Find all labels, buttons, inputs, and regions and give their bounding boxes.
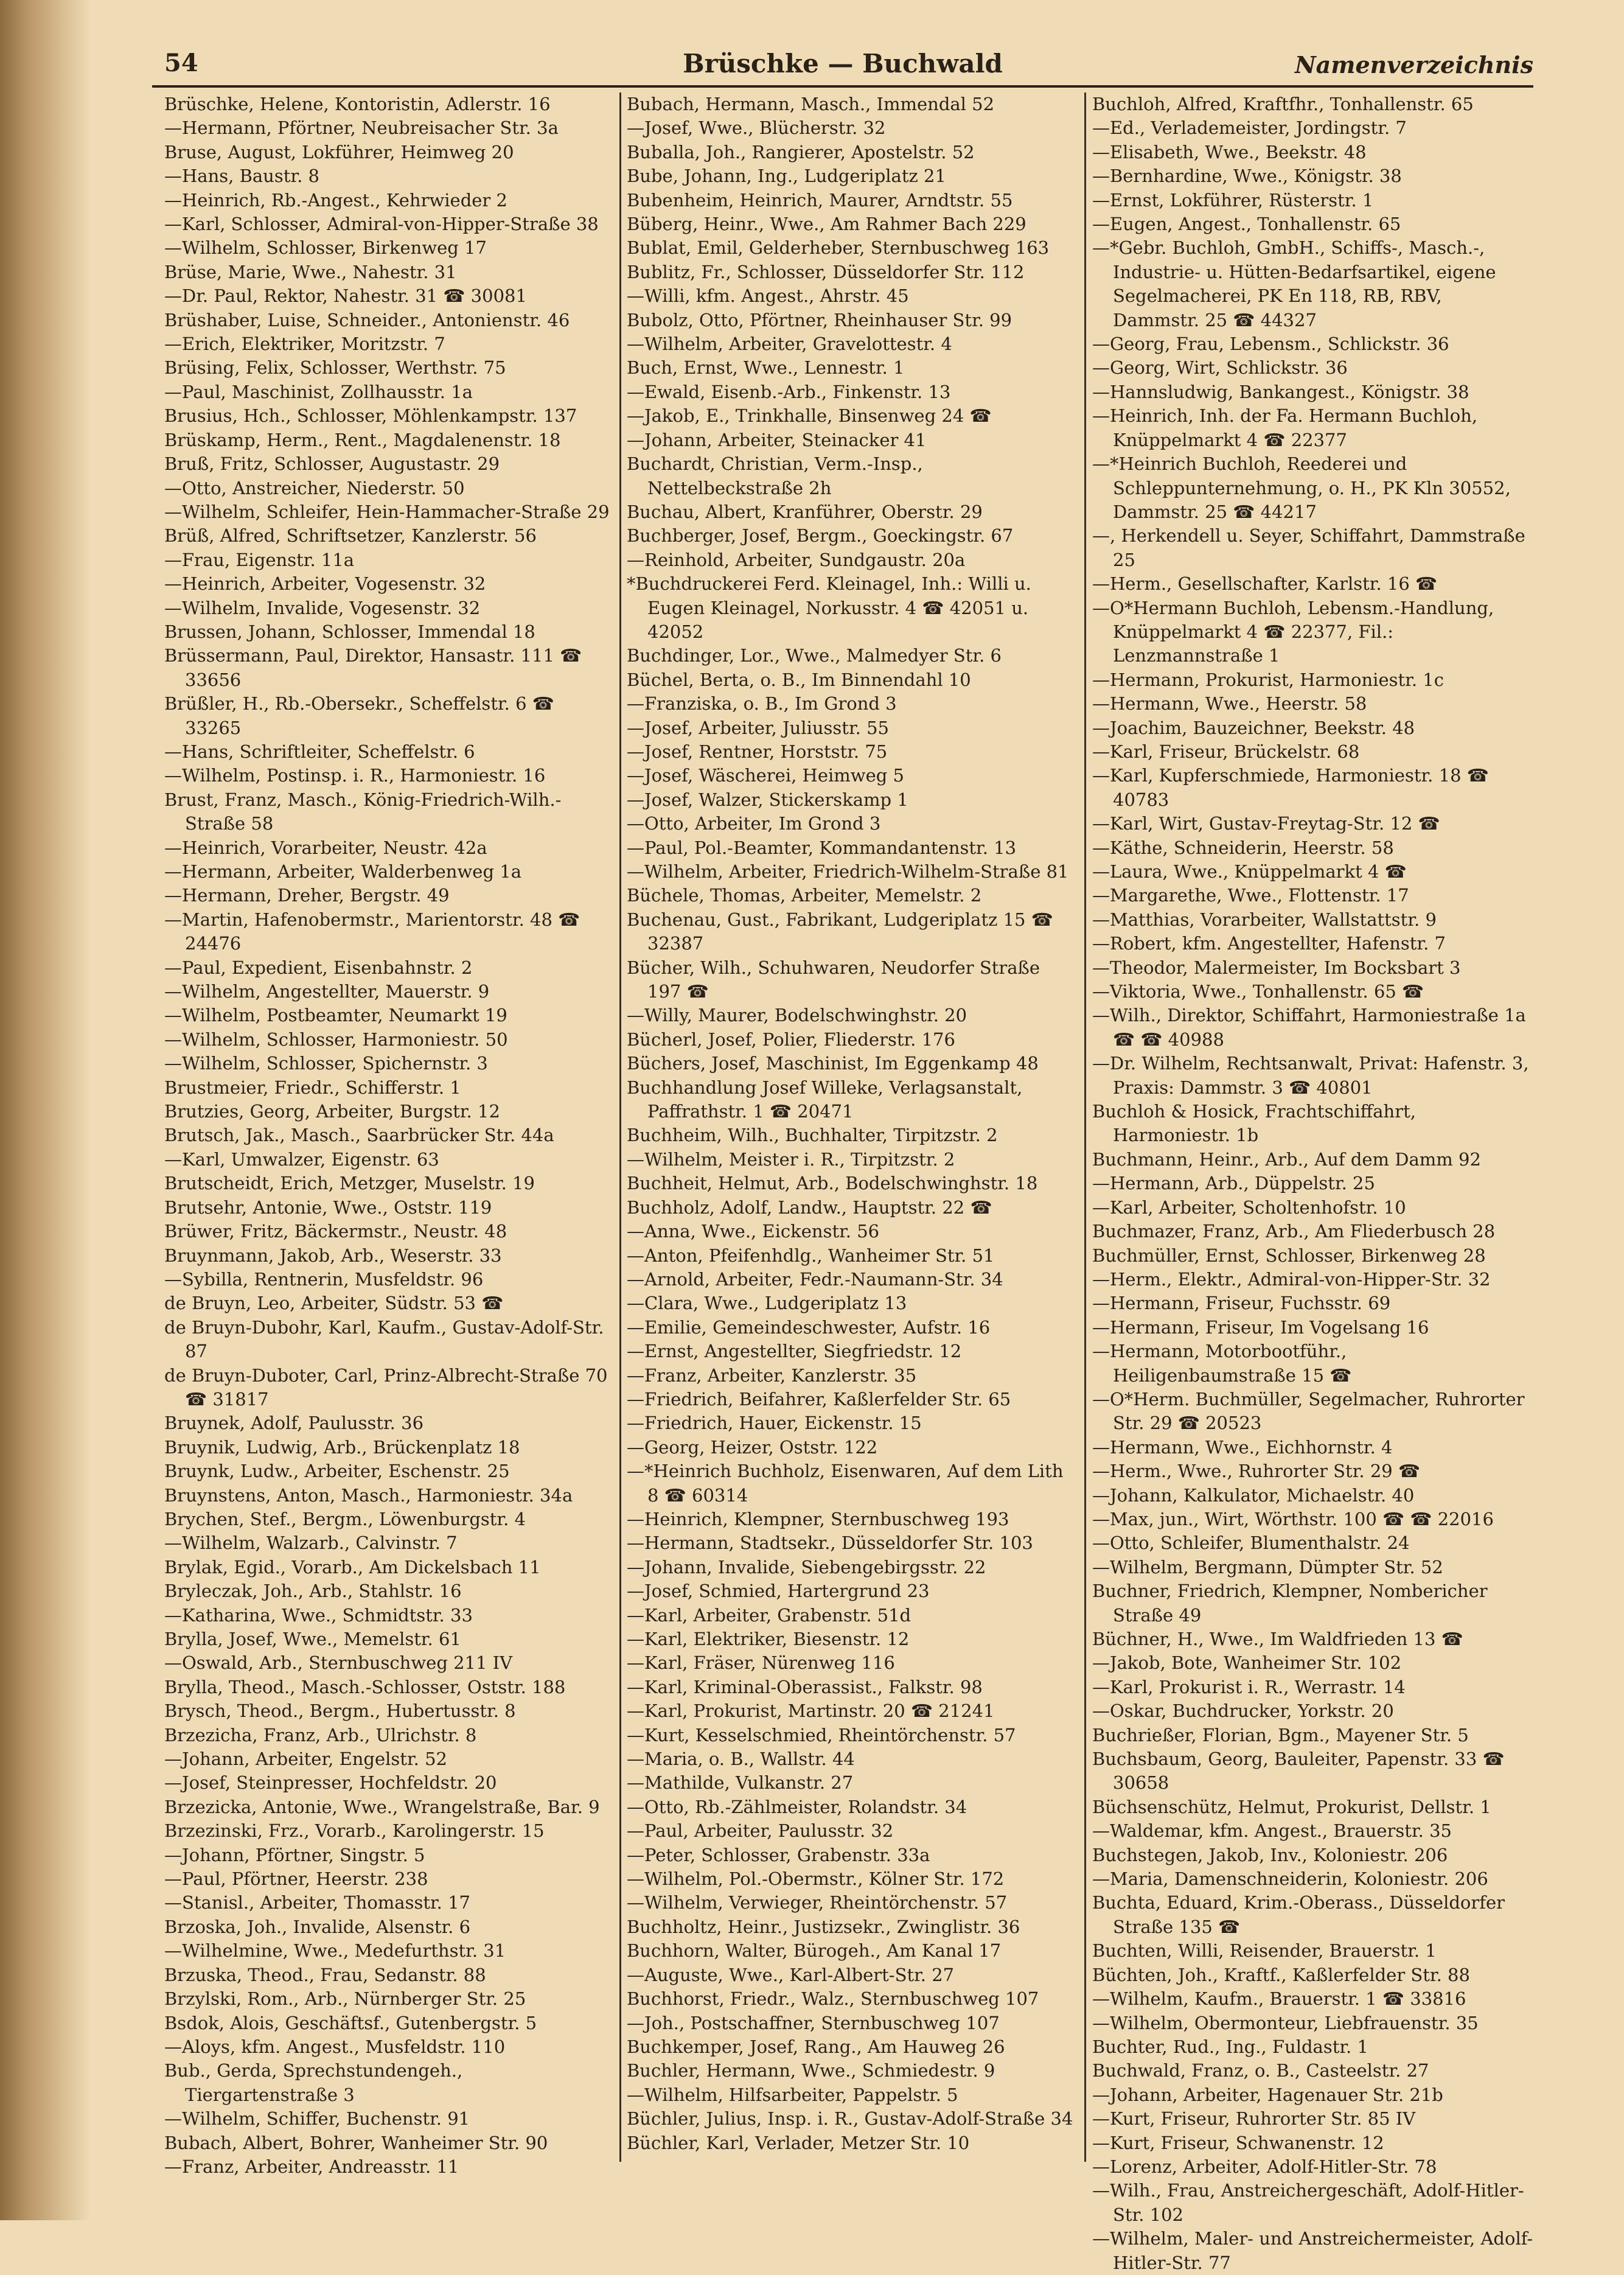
directory-entry: —Friedrich, Hauer, Eickenstr. 15 — [627, 1413, 922, 1434]
directory-entry: Buchenau, Gust., Fabrikant, Ludgeriplatz 15 ☎ 32387 — [627, 909, 1053, 954]
directory-entry: —O*Herm. Buchmüller, Segelmacher, Ruhrorter Str. 29 ☎ 20523 — [1092, 1388, 1525, 1434]
directory-entry: —Dr. Wilhelm, Rechtsanwalt, Privat: Hafenstr. 3, Praxis: Dammstr. 3 ☎ 40801 — [1092, 1053, 1529, 1098]
directory-entry: —Wilhelm, Walzarb., Calvinstr. 7 — [164, 1532, 458, 1554]
directory-entry: Bsdok, Alois, Geschäftsf., Gutenbergstr. 5 — [164, 2012, 537, 2033]
directory-entry: —Paul, Pol.-Beamter, Kommandantenstr. 13 — [627, 837, 1017, 858]
directory-entry: Bruynstens, Anton, Masch., Harmoniestr. 34a — [164, 1484, 573, 1506]
directory-entry: —Heinrich, Rb.-Angest., Kehrwieder 2 — [164, 189, 507, 211]
directory-entry: Buchkemper, Josef, Rang., Am Hauweg 26 — [627, 2036, 1005, 2057]
directory-entry: —Wilhelm, Postbeamter, Neumarkt 19 — [164, 1005, 507, 1026]
directory-entry: —Otto, Arbeiter, Im Grond 3 — [627, 813, 881, 834]
directory-entry: —Hermann, Wwe., Heerstr. 58 — [1092, 693, 1367, 715]
directory-entry: —O*Hermann Buchloh, Lebensm.-Handlung, Knüppelmarkt 4 ☎ 22377, Fil.: Lenzmannstraße 1 — [1092, 597, 1494, 666]
directory-entry: —Karl, Schlosser, Admiral-von-Hipper-Straße 38 — [164, 214, 599, 235]
directory-entry: Büberg, Heinr., Wwe., Am Rahmer Bach 229 — [627, 214, 1026, 235]
directory-entry: —Wilhelm, Postinsp. i. R., Harmoniestr. 16 — [164, 765, 546, 786]
directory-column-3 — [1092, 93, 1533, 2273]
directory-entry: Brussen, Johann, Schlosser, Immendal 18 — [164, 621, 535, 642]
directory-entry: —Josef, Wäscherei, Heimweg 5 — [627, 765, 904, 786]
directory-entry: —Georg, Frau, Lebensm., Schlickstr. 36 — [1092, 334, 1449, 355]
directory-entry: —Josef, Steinpresser, Hochfeldstr. 20 — [164, 1772, 497, 1794]
directory-entry: Bublitz, Fr., Schlosser, Düsseldorfer Str. 112 — [627, 261, 1025, 282]
directory-entry: —Johann, Kalkulator, Michaelstr. 40 — [1092, 1484, 1415, 1506]
directory-entry: —Wilhelm, Schlosser, Harmoniestr. 50 — [164, 1029, 508, 1050]
directory-entry: Büchers, Josef, Maschinist, Im Eggenkamp 48 — [627, 1053, 1039, 1074]
directory-entry: Buchstegen, Jakob, Inv., Koloniestr. 206 — [1092, 1844, 1448, 1865]
directory-entry: —Herm., Gesellschafter, Karlstr. 16 ☎ — [1092, 573, 1438, 595]
directory-entry: —Karl, Prokurist, Martinstr. 20 ☎ 21241 — [627, 1700, 995, 1722]
directory-entry: Buchholz, Adolf, Landw., Hauptstr. 22 ☎ — [627, 1197, 992, 1218]
directory-entry: —Elisabeth, Wwe., Beekstr. 48 — [1092, 141, 1367, 162]
directory-entry: —Hermann, Friseur, Im Vogelsang 16 — [1092, 1316, 1429, 1338]
directory-entry: —Wilh., Frau, Anstreichergeschäft, Adolf-Hitler-Str. 102 — [1092, 2180, 1524, 2225]
directory-entry: de Bruyn-Duboter, Carl, Prinz-Albrecht-Straße 70 ☎ 31817 — [164, 1365, 608, 1410]
directory-entry: —Oskar, Buchdrucker, Yorkstr. 20 — [1092, 1700, 1394, 1722]
directory-entry: Buchheit, Helmut, Arb., Bodelschwinghstr. 18 — [627, 1173, 1038, 1194]
directory-entry: —Wilhelm, Verwieger, Rheintörchenstr. 57 — [627, 1892, 1008, 1913]
directory-entry: —Ewald, Eisenb.-Arb., Finkenstr. 13 — [627, 381, 951, 402]
directory-entry: —Hannsludwig, Bankangest., Königstr. 38 — [1092, 381, 1469, 402]
directory-entry: —Josef, Arbeiter, Juliusstr. 55 — [627, 717, 889, 738]
directory-entry: Bub., Gerda, Sprechstundengeh., Tiergartenstraße 3 — [164, 2060, 463, 2105]
directory-entry: —Heinrich, Vorarbeiter, Neustr. 42a — [164, 837, 487, 858]
directory-entry: —Joh., Postschaffner, Sternbuschweg 107 — [627, 2012, 1000, 2033]
directory-entry: —Stanisl., Arbeiter, Thomasstr. 17 — [164, 1892, 471, 1913]
directory-entry: —Matthias, Vorarbeiter, Wallstattstr. 9 — [1092, 909, 1437, 930]
directory-entry: Buchheim, Wilh., Buchhalter, Tirpitzstr. 2 — [627, 1125, 998, 1146]
directory-entry: —Mathilde, Vulkanstr. 27 — [627, 1772, 854, 1794]
directory-entry: Bücher, Wilh., Schuhwaren, Neudorfer Straße 197 ☎ — [627, 957, 1040, 1002]
column-divider — [619, 93, 621, 2162]
directory-entry: Bruse, August, Lokführer, Heimweg 20 — [164, 141, 514, 162]
directory-entry: Bruynik, Ludwig, Arb., Brückenplatz 18 — [164, 1436, 520, 1458]
directory-entry: —Karl, Fräser, Nürenweg 116 — [627, 1652, 895, 1674]
directory-entry: Brylla, Josef, Wwe., Memelstr. 61 — [164, 1629, 461, 1649]
directory-entry: —Jakob, Bote, Wanheimer Str. 102 — [1092, 1652, 1402, 1674]
directory-entry: Buchhorst, Friedr., Walz., Sternbuschweg 107 — [627, 1988, 1039, 2010]
directory-entry: Bruynek, Adolf, Paulusstr. 36 — [164, 1413, 424, 1434]
column-divider — [1084, 93, 1086, 2162]
directory-entry: —Wilhelm, Invalide, Vogesenstr. 32 — [164, 597, 481, 618]
directory-entry: Brzuska, Theod., Frau, Sedanstr. 88 — [164, 1964, 486, 1985]
directory-entry: Buchta, Eduard, Krim.-Oberass., Düsseldorfer Straße 135 ☎ — [1092, 1892, 1505, 1937]
directory-entry: Büchel, Berta, o. B., Im Binnendahl 10 — [627, 669, 971, 690]
directory-entry: —Wilhelmine, Wwe., Medefurthstr. 31 — [164, 1940, 506, 1962]
directory-entry: Brzoska, Joh., Invalide, Alsenstr. 6 — [164, 1916, 471, 1937]
directory-column-1 — [164, 93, 615, 2177]
directory-entry: —Paul, Maschinist, Zollhausstr. 1a — [164, 381, 473, 402]
directory-entry: —Wilhelm, Pol.-Obermstr., Kölner Str. 172 — [627, 1868, 1005, 1890]
directory-entry: Buchwald, Franz, o. B., Casteelstr. 27 — [1092, 2060, 1429, 2081]
directory-entry: —Waldemar, kfm. Angest., Brauerstr. 35 — [1092, 1820, 1452, 1842]
directory-entry: —Kurt, Friseur, Schwanenstr. 12 — [1092, 2132, 1384, 2153]
directory-entry: Buchmann, Heinr., Arb., Auf dem Damm 92 — [1092, 1148, 1481, 1170]
directory-entry: Brysch, Theod., Bergm., Hubertusstr. 8 — [164, 1700, 516, 1722]
book-binding-shadow — [0, 0, 91, 2220]
directory-entry: Brüß, Alfred, Schriftsetzer, Kanzlerstr. 56 — [164, 525, 537, 547]
directory-entry: Brust, Franz, Masch., König-Friedrich-Wilh.-Straße 58 — [164, 789, 562, 834]
directory-entry: —Karl, Kriminal-Oberassist., Falkstr. 98 — [627, 1676, 983, 1697]
directory-entry: —Hermann, Arb., Düppelstr. 25 — [1092, 1173, 1375, 1194]
directory-entry: —Johann, Arbeiter, Steinacker 41 — [627, 429, 927, 450]
directory-entry: —Frau, Eigenstr. 11a — [164, 549, 355, 570]
directory-entry: —Wilhelm, Hilfsarbeiter, Pappelstr. 5 — [627, 2084, 958, 2105]
directory-entry: Bubenheim, Heinrich, Maurer, Arndtstr. 55 — [627, 189, 1013, 211]
directory-entry: —Karl, Arbeiter, Grabenstr. 51d — [627, 1604, 911, 1626]
directory-entry: —Hermann, Arbeiter, Walderbenweg 1a — [164, 861, 521, 882]
directory-entry: Brüssermann, Paul, Direktor, Hansastr. 111 ☎ 33656 — [164, 645, 582, 690]
directory-entry: Büchten, Joh., Kraftf., Kaßlerfelder Str. 88 — [1092, 1964, 1470, 1985]
directory-entry: —*Gebr. Buchloh, GmbH., Schiffs-, Masch.-, Industrie- u. Hütten-Bedarfsartikel, eigene Segelmacherei, PK En 118, RB, RBV, Dammstr. 25 ☎ 44327 — [1092, 237, 1496, 330]
directory-entry: Bubach, Hermann, Masch., Immendal 52 — [627, 94, 995, 114]
directory-entry: Bücherl, Josef, Polier, Fliederstr. 176 — [627, 1029, 955, 1050]
directory-entry: Buchler, Hermann, Wwe., Schmiedestr. 9 — [627, 2060, 995, 2081]
directory-entry: —Margarethe, Wwe., Flottenstr. 17 — [1092, 885, 1409, 906]
directory-entry: Buchter, Rud., Ing., Fuldastr. 1 — [1092, 2036, 1368, 2057]
directory-entry: Buchholtz, Heinr., Justizsekr., Zwinglistr. 36 — [627, 1916, 1020, 1937]
directory-entry: —Otto, Anstreicher, Niederstr. 50 — [164, 477, 465, 498]
directory-entry: —Paul, Arbeiter, Paulusstr. 32 — [627, 1820, 894, 1842]
directory-entry: Brustmeier, Friedr., Schifferstr. 1 — [164, 1077, 461, 1098]
directory-entry: Buchmüller, Ernst, Schlosser, Birkenweg 28 — [1092, 1245, 1486, 1266]
directory-entry: —Karl, Umwalzer, Eigenstr. 63 — [164, 1148, 439, 1170]
directory-entry: Brutsehr, Antonie, Wwe., Oststr. 119 — [164, 1197, 492, 1218]
directory-entry: —Hermann, Dreher, Bergstr. 49 — [164, 885, 450, 906]
directory-entry: —Karl, Arbeiter, Scholtenhofstr. 10 — [1092, 1197, 1406, 1218]
directory-entry: —Wilhelm, Maler- und Anstreichermeister, Adolf-Hitler-Str. 77 — [1092, 2228, 1533, 2273]
directory-entry: Bryleczak, Joh., Arb., Stahlstr. 16 — [164, 1581, 462, 1602]
directory-entry: —Joachim, Bauzeichner, Beekstr. 48 — [1092, 717, 1415, 738]
directory-entry: —Karl, Wirt, Gustav-Freytag-Str. 12 ☎ — [1092, 813, 1440, 834]
directory-entry: —Paul, Pförtner, Heerstr. 238 — [164, 1868, 428, 1890]
directory-entry: Buballa, Joh., Rangierer, Apostelstr. 52 — [627, 141, 975, 162]
directory-entry: de Bruyn, Leo, Arbeiter, Südstr. 53 ☎ — [164, 1293, 504, 1314]
directory-entry: —Hermann, Stadtsekr., Düsseldorfer Str. 103 — [627, 1532, 1033, 1554]
directory-entry: —Franz, Arbeiter, Kanzlerstr. 35 — [627, 1365, 917, 1386]
directory-entry: —Willy, Maurer, Bodelschwinghstr. 20 — [627, 1005, 967, 1026]
directory-entry: —Otto, Schleifer, Blumenthalstr. 24 — [1092, 1532, 1410, 1554]
directory-entry: —Theodor, Malermeister, Im Bocksbart 3 — [1092, 957, 1461, 978]
directory-entry: —Katharina, Wwe., Schmidtstr. 33 — [164, 1604, 473, 1626]
directory-entry: —Kurt, Friseur, Ruhrorter Str. 85 IV — [1092, 2108, 1416, 2130]
directory-entry: Bruß, Fritz, Schlosser, Augustastr. 29 — [164, 453, 500, 475]
directory-entry: —Wilhelm, Angestellter, Mauerstr. 9 — [164, 981, 490, 1002]
directory-entry: —Karl, Elektriker, Biesenstr. 12 — [627, 1629, 910, 1649]
directory-entry: de Bruyn-Dubohr, Karl, Kaufm., Gustav-Adolf-Str. 87 — [164, 1316, 604, 1362]
directory-entry: Brylak, Egid., Vorarb., Am Dickelsbach 11 — [164, 1556, 541, 1578]
directory-entry: —Max, jun., Wirt, Wörthstr. 100 ☎ ☎ 22016 — [1092, 1508, 1494, 1529]
directory-entry: —Auguste, Wwe., Karl-Albert-Str. 27 — [627, 1964, 955, 1985]
directory-entry: Brutzies, Georg, Arbeiter, Burgstr. 12 — [164, 1101, 500, 1122]
directory-entry: Buchhandlung Josef Willeke, Verlagsanstalt, Paffrathstr. 1 ☎ 20471 — [627, 1077, 1023, 1122]
directory-entry: —Josef, Wwe., Blücherstr. 32 — [627, 117, 886, 139]
directory-entry: Buchardt, Christian, Verm.-Insp., Nettelbeckstraße 2h — [627, 453, 923, 498]
directory-entry: Brzezicka, Antonie, Wwe., Wrangelstraße, Bar. 9 — [164, 1796, 600, 1817]
directory-entry: Brüschke, Helene, Kontoristin, Adlerstr. 16 — [164, 94, 551, 114]
directory-entry: —Johann, Arbeiter, Hagenauer Str. 21b — [1092, 2084, 1443, 2105]
directory-entry: —Hermann, Motorbootführ., Heiligenbaumstraße 15 ☎ — [1092, 1341, 1352, 1386]
directory-entry: —Hermann, Wwe., Eichhornstr. 4 — [1092, 1436, 1393, 1458]
directory-entry: —, Herkendell u. Seyer, Schiffahrt, Dammstraße 25 — [1092, 525, 1525, 570]
directory-entry: —Willi, kfm. Angest., Ahrstr. 45 — [627, 285, 909, 307]
directory-entry: Büchsenschütz, Helmut, Prokurist, Dellstr. 1 — [1092, 1796, 1491, 1817]
directory-entry: Buchloh, Alfred, Kraftfhr., Tonhallenstr. 65 — [1092, 94, 1474, 114]
directory-entry: —Johann, Invalide, Siebengebirgsstr. 22 — [627, 1556, 986, 1578]
directory-entry: —Wilhelm, Obermonteur, Liebfrauenstr. 35 — [1092, 2012, 1479, 2033]
directory-entry: Büchler, Julius, Insp. i. R., Gustav-Adolf-Straße 34 — [627, 2108, 1073, 2130]
directory-entry: Brüsing, Felix, Schlosser, Werthstr. 75 — [164, 357, 506, 379]
directory-entry: —Kurt, Kesselschmied, Rheintörchenstr. 57 — [627, 1724, 1016, 1746]
directory-page — [152, 43, 1533, 2273]
directory-entry: —Wilhelm, Arbeiter, Gravelottestr. 4 — [627, 334, 952, 355]
directory-entry: —Johann, Arbeiter, Engelstr. 52 — [164, 1749, 447, 1770]
directory-entry: —Wilhelm, Schiffer, Buchenstr. 91 — [164, 2108, 470, 2130]
directory-entry: —Wilhelm, Schlosser, Birkenweg 17 — [164, 237, 487, 259]
directory-entry: —Heinrich, Arbeiter, Vogesenstr. 32 — [164, 573, 486, 595]
directory-entry: —Wilhelm, Meister i. R., Tirpitzstr. 2 — [627, 1148, 955, 1170]
directory-entry: Bubach, Albert, Bohrer, Wanheimer Str. 90 — [164, 2132, 548, 2153]
directory-entry: Buchhorn, Walter, Bürogeh., Am Kanal 17 — [627, 1940, 1002, 1962]
directory-entry: *Buchdruckerei Ferd. Kleinagel, Inh.: Willi u. Eugen Kleinagel, Norkusstr. 4 ☎ 42051 u. 42052 — [627, 573, 1031, 642]
directory-entry: —*Heinrich Buchloh, Reederei und Schleppunternehmung, o. H., PK Kln 30552, Dammstr. 25 ☎ 44217 — [1092, 453, 1511, 522]
directory-entry: Brutsch, Jak., Masch., Saarbrücker Str. 44a — [164, 1125, 554, 1146]
directory-entry: —Wilhelm, Bergmann, Dümpter Str. 52 — [1092, 1556, 1443, 1578]
directory-entry: —Ed., Verlademeister, Jordingstr. 7 — [1092, 117, 1407, 139]
directory-entry: —Friedrich, Beifahrer, Kaßlerfelder Str. 65 — [627, 1388, 1011, 1410]
directory-entry: —Karl, Kupferschmiede, Harmoniestr. 18 ☎ 40783 — [1092, 765, 1489, 810]
directory-entry: —Hans, Baustr. 8 — [164, 166, 319, 187]
directory-entry: Buchberger, Josef, Bergm., Goeckingstr. 67 — [627, 525, 1014, 547]
directory-entry: —Franz, Arbeiter, Andreasstr. 11 — [164, 2156, 459, 2177]
directory-entry: Brutscheidt, Erich, Metzger, Muselstr. 19 — [164, 1173, 535, 1194]
directory-entry: Buchmazer, Franz, Arb., Am Fliederbusch 28 — [1092, 1221, 1496, 1242]
directory-entry: —Bernhardine, Wwe., Königstr. 38 — [1092, 166, 1402, 187]
directory-entry: —Ernst, Lokführer, Rüsterstr. 1 — [1092, 189, 1374, 211]
directory-entry: —Wilh., Direktor, Schiffahrt, Harmoniestraße 1a ☎ ☎ 40988 — [1092, 1005, 1526, 1050]
directory-entry: —Emilie, Gemeindeschwester, Aufstr. 16 — [627, 1316, 991, 1338]
directory-entry: —Josef, Rentner, Horststr. 75 — [627, 741, 888, 762]
directory-entry: Brüshaber, Luise, Schneider., Antonienstr. 46 — [164, 309, 570, 330]
directory-entry: —Heinrich, Klempner, Sternbuschweg 193 — [627, 1508, 1009, 1529]
directory-entry: Brylla, Theod., Masch.-Schlosser, Oststr. 188 — [164, 1676, 566, 1697]
directory-entry: —Ernst, Angestellter, Siegfriedstr. 12 — [627, 1341, 962, 1362]
directory-entry: —Georg, Heizer, Oststr. 122 — [627, 1436, 878, 1458]
directory-entry: —Anton, Pfeifenhdlg., Wanheimer Str. 51 — [627, 1245, 995, 1266]
directory-entry: —Anna, Wwe., Eickenstr. 56 — [627, 1221, 880, 1242]
directory-entry: —Sybilla, Rentnerin, Musfeldstr. 96 — [164, 1268, 484, 1290]
directory-entry: —Clara, Wwe., Ludgeriplatz 13 — [627, 1293, 907, 1314]
directory-entry: —Käthe, Schneiderin, Heerstr. 58 — [1092, 837, 1394, 858]
directory-entry: Buchloh & Hosick, Frachtschiffahrt, Harmoniestr. 1b — [1092, 1101, 1416, 1146]
directory-entry: —Dr. Paul, Rektor, Nahestr. 31 ☎ 30081 — [164, 285, 527, 307]
directory-entry: —Heinrich, Inh. der Fa. Hermann Buchloh, Knüppelmarkt 4 ☎ 22377 — [1092, 405, 1478, 450]
directory-entry: —Otto, Rb.-Zählmeister, Rolandstr. 34 — [627, 1796, 967, 1817]
directory-entry: —Arnold, Arbeiter, Fedr.-Naumann-Str. 34 — [627, 1268, 1003, 1290]
directory-entry: —Josef, Schmied, Hartergrund 23 — [627, 1581, 930, 1602]
directory-entry: —Oswald, Arb., Sternbuschweg 211 IV — [164, 1652, 513, 1674]
directory-entry: —Aloys, kfm. Angest., Musfeldstr. 110 — [164, 2036, 506, 2057]
directory-entry: Buchten, Willi, Reisender, Brauerstr. 1 — [1092, 1940, 1437, 1962]
directory-entry: —Franziska, o. B., Im Grond 3 — [627, 693, 897, 715]
directory-entry: —Wilhelm, Kaufm., Brauerstr. 1 ☎ 33816 — [1092, 1988, 1466, 2010]
directory-entry: —Martin, Hafenobermstr., Marientorstr. 48 ☎ 24476 — [164, 909, 580, 954]
directory-entry: Brüwer, Fritz, Bäckermstr., Neustr. 48 — [164, 1221, 507, 1242]
directory-entry: Bube, Johann, Ing., Ludgeriplatz 21 — [627, 166, 946, 187]
directory-entry: —Viktoria, Wwe., Tonhallenstr. 65 ☎ — [1092, 981, 1424, 1002]
directory-entry: —*Heinrich Buchholz, Eisenwaren, Auf dem Lith 8 ☎ 60314 — [627, 1461, 1064, 1506]
directory-entry: —Eugen, Angest., Tonhallenstr. 65 — [1092, 214, 1401, 235]
directory-entry: —Hermann, Friseur, Fuchsstr. 69 — [1092, 1293, 1391, 1314]
directory-entry: Buchner, Friedrich, Klempner, Nombericher Straße 49 — [1092, 1581, 1488, 1626]
directory-entry: Brüse, Marie, Wwe., Nahestr. 31 — [164, 261, 457, 282]
directory-entry: Brzezinski, Frz., Vorarb., Karolingerstr. 15 — [164, 1820, 545, 1842]
directory-entry: —Hans, Schriftleiter, Scheffelstr. 6 — [164, 741, 475, 762]
directory-entry: —Hermann, Pförtner, Neubreisacher Str. 3a — [164, 117, 559, 139]
section-title: Namenverzeichnis — [1294, 51, 1533, 79]
page-number: 54 — [164, 49, 198, 77]
directory-entry: Bruynmann, Jakob, Arb., Weserstr. 33 — [164, 1245, 502, 1266]
page-title: Brüschke — Buchwald — [683, 49, 1003, 79]
directory-entry: Bublat, Emil, Gelderheber, Sternbuschweg 163 — [627, 237, 1050, 259]
directory-entry: —Lorenz, Arbeiter, Adolf-Hitler-Str. 78 — [1092, 2156, 1437, 2177]
directory-entry: Brusius, Hch., Schlosser, Möhlenkampstr. 137 — [164, 405, 577, 427]
directory-entry: —Wilhelm, Schlosser, Spichernstr. 3 — [164, 1053, 488, 1074]
directory-entry: —Herm., Elektr., Admiral-von-Hipper-Str. 32 — [1092, 1268, 1491, 1290]
directory-entry: —Peter, Schlosser, Grabenstr. 33a — [627, 1844, 930, 1865]
directory-entry: —Maria, Damenschneiderin, Koloniestr. 206 — [1092, 1868, 1488, 1890]
directory-column-2 — [627, 93, 1077, 2174]
directory-entry: Brüskamp, Herm., Rent., Magdalenenstr. 18 — [164, 429, 561, 450]
directory-entry: Brzezicha, Franz, Arb., Ulrichstr. 8 — [164, 1724, 477, 1746]
page-header — [152, 43, 1533, 88]
directory-entry: —Hermann, Prokurist, Harmoniestr. 1c — [1092, 669, 1444, 690]
directory-entry: —Karl, Friseur, Brückelstr. 68 — [1092, 741, 1360, 762]
directory-entry: —Johann, Pförtner, Singstr. 5 — [164, 1844, 425, 1865]
directory-entry: —Erich, Elektriker, Moritzstr. 7 — [164, 334, 445, 355]
directory-entry: Büchner, H., Wwe., Im Waldfrieden 13 ☎ — [1092, 1629, 1463, 1649]
directory-entry: Buchau, Albert, Kranführer, Oberstr. 29 — [627, 501, 983, 522]
directory-entry: Bruynk, Ludw., Arbeiter, Eschenstr. 25 — [164, 1461, 510, 1482]
directory-entry: —Josef, Walzer, Stickerskamp 1 — [627, 789, 908, 810]
directory-entry: Brüßler, H., Rb.-Obersekr., Scheffelstr. 6 ☎ 33265 — [164, 693, 554, 738]
directory-entry: Buchsbaum, Georg, Bauleiter, Papenstr. 33 ☎ 30658 — [1092, 1749, 1505, 1794]
directory-entry: Bubolz, Otto, Pförtner, Rheinhauser Str. 99 — [627, 309, 1012, 330]
directory-entry: Büchele, Thomas, Arbeiter, Memelstr. 2 — [627, 885, 982, 906]
directory-entry: —Laura, Wwe., Knüppelmarkt 4 ☎ — [1092, 861, 1407, 882]
directory-entry: —Reinhold, Arbeiter, Sundgaustr. 20a — [627, 549, 966, 570]
directory-entry: —Paul, Expedient, Eisenbahnstr. 2 — [164, 957, 473, 978]
directory-entry: Brychen, Stef., Bergm., Löwenburgstr. 4 — [164, 1508, 526, 1529]
directory-entry: —Karl, Prokurist i. R., Werrastr. 14 — [1092, 1676, 1406, 1697]
directory-entry: Buchrießer, Florian, Bgm., Mayener Str. 5 — [1092, 1724, 1469, 1746]
directory-entry: —Robert, kfm. Angestellter, Hafenstr. 7 — [1092, 933, 1446, 954]
directory-entry: Brzylski, Rom., Arb., Nürnberger Str. 25 — [164, 1988, 526, 2010]
directory-entry: Büchler, Karl, Verlader, Metzer Str. 10 — [627, 2132, 970, 2153]
directory-entry: —Herm., Wwe., Ruhrorter Str. 29 ☎ — [1092, 1461, 1421, 1482]
directory-entry: Buch, Ernst, Wwe., Lennestr. 1 — [627, 357, 905, 379]
directory-entry: —Wilhelm, Arbeiter, Friedrich-Wilhelm-Straße 81 — [627, 861, 1069, 882]
directory-entry: —Maria, o. B., Wallstr. 44 — [627, 1749, 855, 1770]
directory-entry: —Georg, Wirt, Schlickstr. 36 — [1092, 357, 1348, 379]
directory-entry: —Wilhelm, Schleifer, Hein-Hammacher-Straße 29 — [164, 501, 610, 522]
directory-entry: Buchdinger, Lor., Wwe., Malmedyer Str. 6 — [627, 645, 1002, 666]
directory-entry: —Jakob, E., Trinkhalle, Binsenweg 24 ☎ — [627, 405, 992, 427]
